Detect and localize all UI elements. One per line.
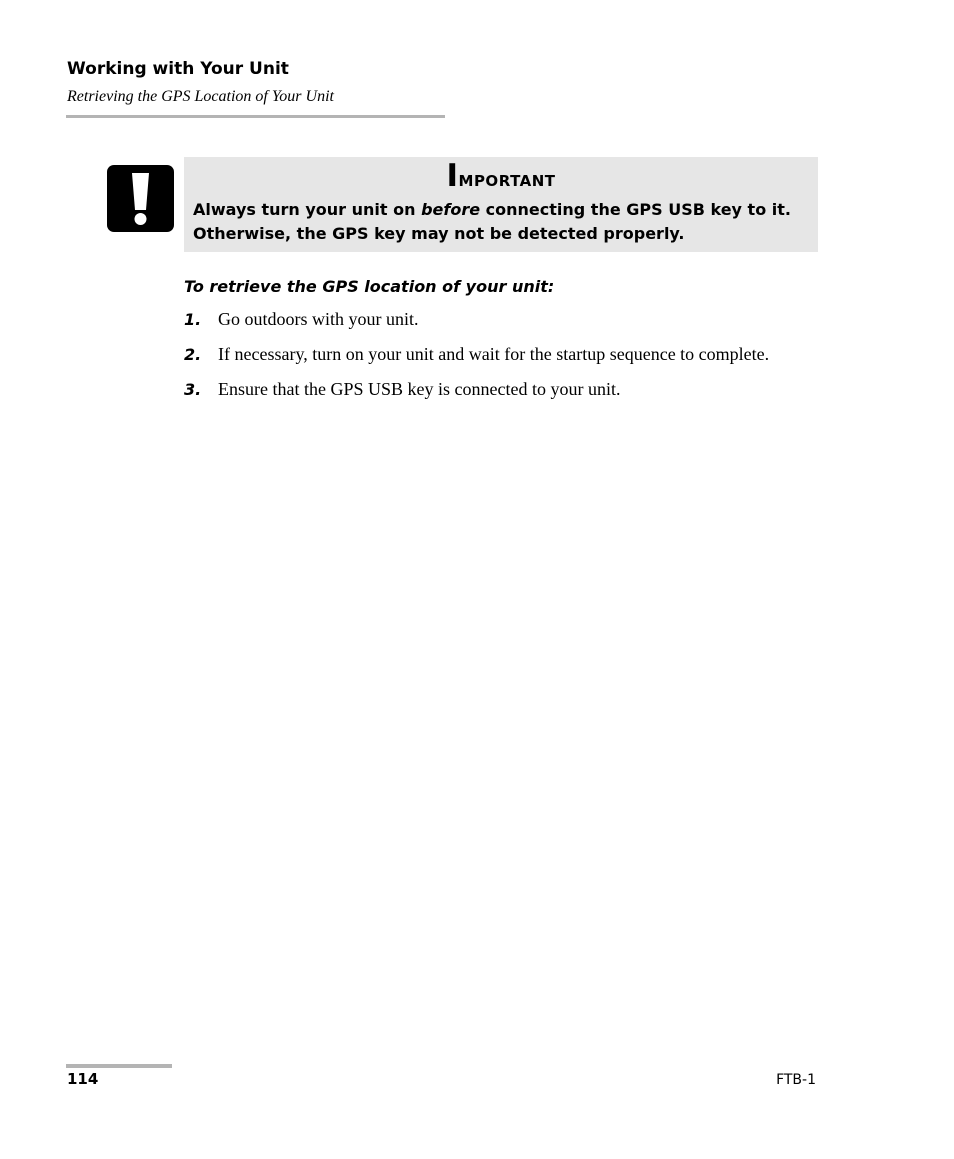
exclamation-icon [107, 165, 174, 232]
step-number: 2. [184, 345, 202, 364]
important-note [184, 157, 818, 252]
important-text-before: Always turn your unit on [193, 200, 422, 219]
procedure-title: To retrieve the GPS location of your unit: [184, 277, 555, 296]
document-code: FTB-1 [776, 1072, 816, 1088]
page-number: 114 [67, 1070, 99, 1088]
step-number: 1. [184, 310, 202, 329]
chapter-title: Working with Your Unit [67, 59, 289, 79]
important-text-after: connecting the GPS USB key to it. Otherwise, the GPS key may not be detected properly. [193, 200, 791, 243]
footer-rule [66, 1064, 172, 1068]
step-text: Ensure that the GPS USB key is connected to your unit. [218, 379, 621, 399]
important-text-emphasis: before [421, 200, 481, 219]
important-title: Important [446, 158, 556, 194]
list-item [184, 342, 818, 367]
list-item [184, 307, 818, 332]
step-text: Go outdoors with your unit. [218, 309, 419, 329]
list-item [184, 377, 818, 402]
step-text: If necessary, turn on your unit and wait for the startup sequence to complete. [218, 344, 770, 364]
procedure-steps [184, 307, 818, 412]
running-head [67, 58, 445, 108]
step-number: 3. [184, 380, 202, 399]
important-text [193, 198, 809, 246]
section-title: Retrieving the GPS Location of Your Unit [67, 88, 334, 105]
header-rule [66, 115, 445, 118]
